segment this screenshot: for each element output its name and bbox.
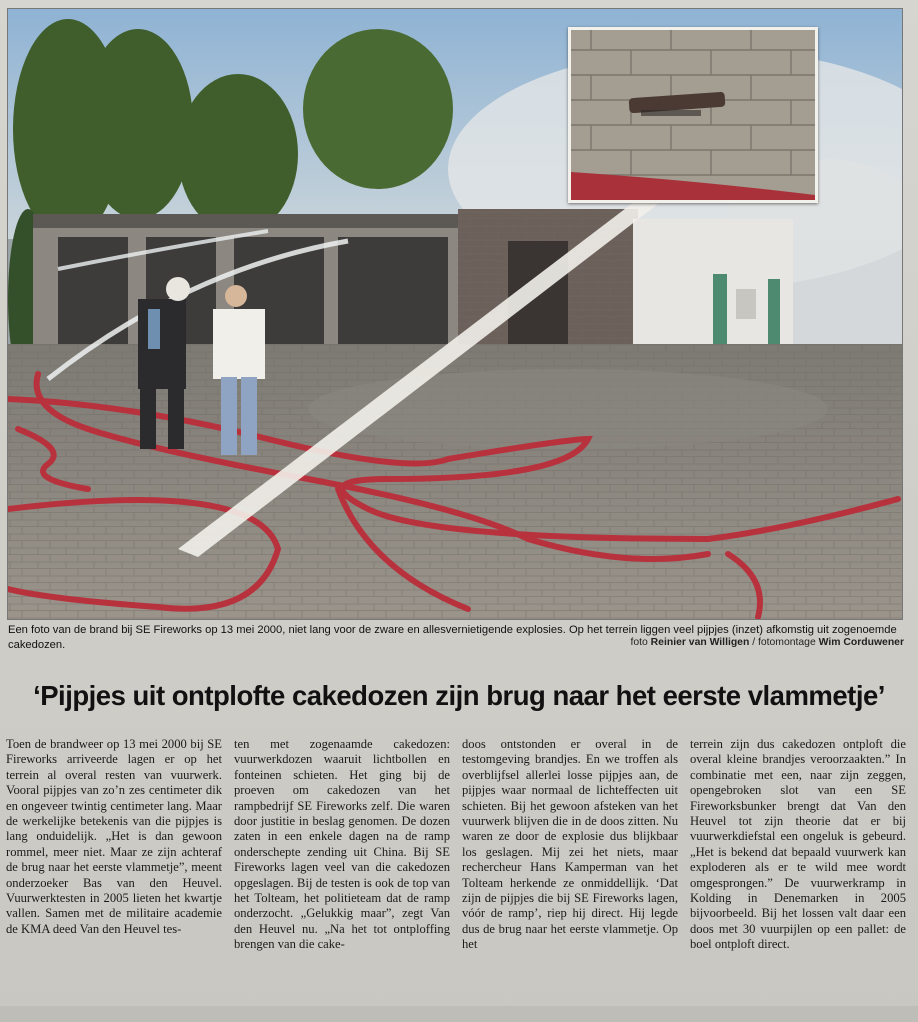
article-headline: ‘Pijpjes uit ontplofte cakedozen zijn brug naar het eerste vlammetje’ xyxy=(33,680,885,711)
article-column-4 xyxy=(690,737,906,999)
page-edge xyxy=(0,1006,918,1022)
photographer-name: Reinier van Willigen xyxy=(650,637,750,648)
article-column-3 xyxy=(462,737,678,999)
photo-caption: Een foto van de brand bij SE Fireworks op 13 mei 2000, niet lang voor de zware en allesvernietigende explosies. Op het terrein liggen veel pijpjes (inzet) afkomstig uit zogenoemde cakedozen. xyxy=(8,624,897,651)
article-column-2 xyxy=(234,737,450,999)
paragraph: terrein zijn dus cakedozen ontploft die overal kleine brandjes veroorzaakten.” In combinatie met een, naar zijn zeggen, opengebroken slot van een SE Fireworksbunker brengt dat Van den Heuvel tot zijn theorie dat er bij vuurwerkdiefstal een ongeluk is gebeurd. „Het is bekend dat bepaald vuurwerk kan exploderen als er te wild mee wordt omgesprongen.” De vuurwerkramp in Kolding in Denemarken in 2005 bijvoorbeeld. Bij het lossen valt daar een doos met 30 vuurpijlen op een pallet: de boel ontploft direct. xyxy=(690,737,906,952)
paragraph: ten met zogenaamde cakedozen: vuurwerkdozen waaruit lichtbollen en fonteinen schieten. Het ging bij de proeven om cakedozen van het rampbedrijf SE Fireworks zelf. Die waren door justitie in beslag genomen. De dozen zaten in een enkele dagen na de ramp onderschepte zending uit China. Bij SE Fireworks lagen veel van die cakedozen opgeslagen. Bij de testen is ook de top van het Tolteam, het politieteam dat de ramp onderzocht. „Gelukkig maar”, zegt Van den Heuvel nu. „Na het tot ontploffing brengen van die cake- xyxy=(234,737,450,952)
photo-credit xyxy=(630,637,904,648)
montage-name: Wim Corduwener xyxy=(818,637,904,648)
credit-prefix: foto xyxy=(630,637,651,648)
article-body xyxy=(6,737,908,999)
inset-photo xyxy=(568,27,818,203)
paragraph: doos ontstonden er overal in de testomgeving brandjes. En we troffen als overblijfsel allerlei losse pijpjes aan, de pijpjes waar normaal de lichteffecten uit schieten. Bij het gewoon afsteken van het vuurwerk blijven die in de doos zitten. Nu waren ze door de explosie dus blijkbaar los geslagen. Mij zei het niets, maar rechercheur Hans Kamperman van het Tolteam herkende ze onmiddellijk. ‘Dat zijn de pijpjes die bij SE Fireworks lagen, vóór de ramp’, riep hij direct. Hij legde dus de brug naar het eerste vlammetje. Op het xyxy=(462,737,678,952)
credit-middle: / fotomontage xyxy=(749,637,819,648)
paragraph: Toen de brandweer op 13 mei 2000 bij SE Fireworks arriveerde lagen er op het terrein al overal resten van vuurwerk. Vooral pijpjes van zo’n zes centimeter dik en ongeveer twintig centimeter lang. Maar de werkelijke betekenis van die pijpjes is lang onduidelijk. „Het is dan gewoon rommel, meer niet. Maar ze zijn achteraf de brug naar het eerste vlammetje”, meent onderzoeker Bas van den Heuvel. Vuurwerktesten in 2005 lieten het kwartje vallen. Samen met de militaire academie de KMA deed Van den Heuvel tes- xyxy=(6,737,222,936)
article-column-1 xyxy=(6,737,222,999)
